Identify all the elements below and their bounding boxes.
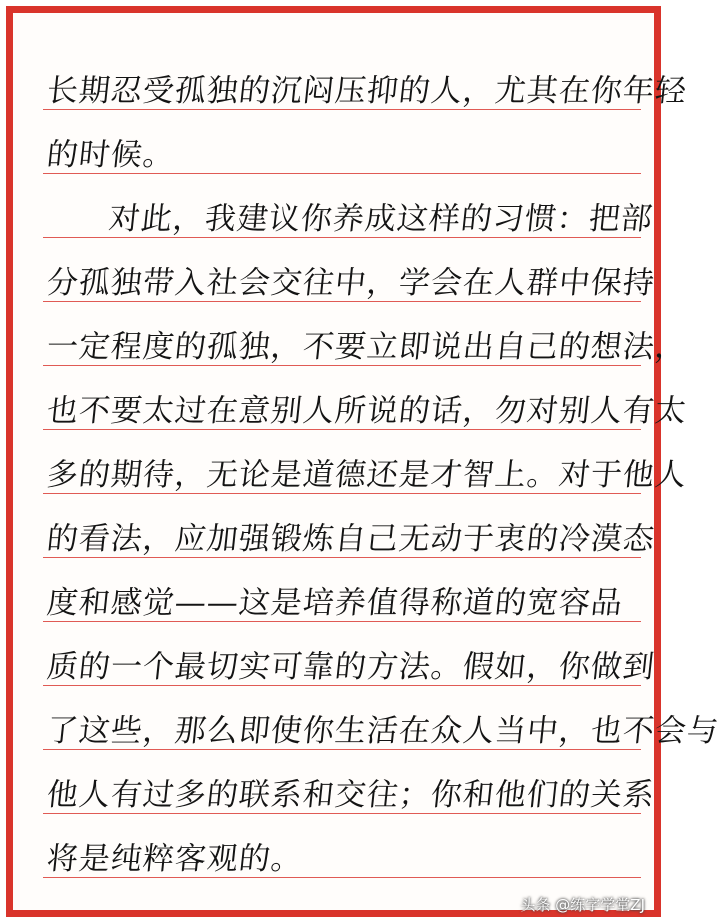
handwriting-line: 质的一个最切实可靠的方法。假如，你做到 — [45, 649, 657, 685]
handwriting-line: 将是纯粹客观的。 — [45, 841, 305, 877]
rule-line — [43, 429, 641, 430]
handwriting-line: 的时候。 — [45, 137, 177, 173]
handwriting-line: 长期忍受孤独的沉闷压抑的人，尤其在你年轻 — [45, 73, 689, 109]
rule-line — [43, 109, 641, 110]
handwriting-line: 的看法，应加强锻炼自己无动于衷的冷漠态 — [45, 521, 657, 557]
rule-line — [43, 877, 641, 878]
rule-line — [43, 301, 641, 302]
handwriting-line: 分孤独带入社会交往中，学会在人群中保持 — [45, 265, 657, 301]
handwriting-line: 了这些，那么即使你生活在众人当中，也不会与 — [45, 713, 721, 749]
rule-line — [43, 237, 641, 238]
handwriting-line: 一定程度的孤独，不要立即说出自己的想法， — [45, 329, 689, 365]
red-border-frame — [6, 6, 721, 917]
handwriting-line: 多的期待，无论是道德还是才智上。对于他人 — [45, 457, 689, 493]
rule-line — [43, 621, 641, 622]
handwriting-line: 度和感觉——这是培养值得称道的宽容品 — [45, 585, 625, 621]
watermark-credit: 头条 @练字学堂ZJ — [520, 896, 645, 914]
rule-line — [43, 365, 641, 366]
rule-line — [43, 685, 641, 686]
handwriting-line-paragraph-start: 对此，我建议你养成这样的习惯：把部 — [107, 201, 655, 237]
rule-line — [43, 749, 641, 750]
ruled-handwriting-sheet — [43, 39, 721, 909]
handwriting-line: 他人有过多的联系和交往；你和他们的关系 — [45, 777, 657, 813]
rule-line — [43, 813, 641, 814]
rule-line — [43, 173, 641, 174]
rule-line — [43, 557, 641, 558]
rule-line — [43, 493, 641, 494]
handwriting-line: 也不要太过在意别人所说的话，勿对别人有太 — [45, 393, 689, 429]
